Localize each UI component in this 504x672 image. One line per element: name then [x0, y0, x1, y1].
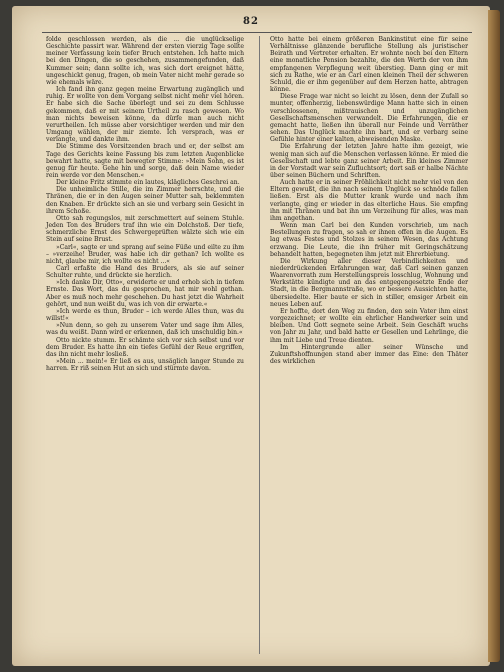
right-column — [270, 36, 468, 365]
book-page — [12, 6, 490, 666]
paragraph: Im Hintergrunde aller seiner Wünsche und Zukunftshoffnungen stand aber immer das Eine: den Thäter des wirklichen — [270, 343, 468, 366]
paragraph: folde geschlossen werden, als die ... die unglückselige Geschichte passirt war. Während der ersten vierzig Tage sollte meiner Verfassung kein tiefer Bruch entstehen. Ich hatte mich bei den Dingen, die so geschehen, zusammengefunden, daß Kummer sein; dann sollte ich, was sich dort ereignet hätte, ungeschickt genug, fragen, ob mein Vater nicht mehr gerade so wie ehemals wäre. — [46, 36, 244, 86]
paragraph: Wenn man Carl bei den Kunden vorschrieb, um nach Bestellungen zu fragen, so sah er ihnen offen in die Augen. Es lag etwas Festes und Stolzes in seinem Wesen, das Achtung erzwang. Die Leute, die ihn früher mit Geringschätzung behandelt hatten, begegneten ihm jetzt mit Ehrerbietung. — [270, 222, 468, 258]
paragraph: Auch hatte er in seiner Fröhlichkeit nicht mehr viel von den Eltern gewußt, die ihn nach seinem Unglück so schnöde fallen ließen. Erst als die Mutter krank wurde und nach ihm verlangte, ging er wieder in das elterliche Haus. Sie empfing ihn mit Thränen und bat ihn um Verzeihung für alles, was man ihm angethan. — [270, 179, 468, 222]
paragraph: Der kleine Fritz stimmte ein lautes, klägliches Geschrei an. — [56, 179, 240, 187]
left-column — [46, 36, 244, 372]
paragraph: Die Erfahrung der letzten Jahre hatte ihm gezeigt, wie wenig man sich auf die Menschen verlassen könne. Er mied die Gesellschaft und lebte ganz seiner Arbeit. Ein kleines Zimmer in der Vorstadt war sein Zufluchtsort; dort saß er halbe Nächte über seinen Büchern und Schriften. — [270, 143, 468, 179]
paragraph: Carl erfaßte die Hand des Bruders, als sie auf seiner Schulter ruhte, und drückte sie herzlich. — [46, 265, 244, 280]
paragraph: Ich fand ihn ganz gegen meine Erwartung zugänglich und ruhig. Er wollte von dem Vorgang selbst nicht mehr viel hören. Er habe sich die Sache überlegt und sei zu dem Schlusse gekommen, daß er mit seinem Urtheil zu rasch gewesen. Wo man nichts beweisen könne, da dürfe man auch nicht verurtheilen. Ich müsse aber vorsichtiger werden und mir den Umgang wählen, der mir ziemte. Ich versprach, was er verlangte, und dankte ihm. — [46, 86, 244, 144]
paragraph: »Mein ... mein!« Er ließ es aus, unsäglich langer Stunde zu harren. Er riß seinen Hut an sich und stürmte davon. — [46, 358, 244, 373]
paragraph: »Ich werde es thun, Bruder – ich werde Alles thun, was du willst!« — [46, 307, 244, 323]
paragraph: Die Stimme des Vorsitzenden brach und er, der selbst am Tage des Gerichts keine Fassung bis zum letzten Augenblicke bewahrt hatte, sagte mit bewegter Stimme: »Mein Sohn, es ist genug für heute. Gehe hin und sorge, daß dein Name wieder rein werde vor den Menschen.« — [46, 143, 244, 179]
paragraph: Die unheimliche Stille, die im Zimmer herrschte, und die Thränen, die er in den Augen seiner Mutter sah, beklemmten den Knaben. Er drückte sich an sie und verbarg sein Gesicht in ihrem Schoße. — [46, 186, 244, 215]
paragraph: »Nun denn, so geh zu unserem Vater und sage ihm Alles, was du weißt. Dann wird er erkennen, daß ich unschuldig bin.« — [46, 322, 244, 337]
header-rule — [42, 32, 472, 33]
paragraph: Er hoffte, dort den Weg zu finden, den sein Vater ihm einst vorgezeichnet; er wollte ein ehrlicher Handwerker sein und bleiben. Und Gott segnete seine Arbeit. Sein Geschäft wuchs von Jahr zu Jahr, und bald hatte er Gesellen und Lehrlinge, die ihm mit Liebe und Treue dienten. — [270, 307, 468, 344]
page-number: 82 — [243, 16, 259, 27]
paragraph: Otto sah regungslos, mit zerschmettert auf seinem Stuhle. Jeden Ton des Bruders traf ihn wie ein Dolchstoß. Der tiefe, schmerzliche Ernst des Schwergeprüften wälzte sich wie ein Stein auf seine Brust. — [46, 214, 244, 244]
paragraph: »Ich danke Dir, Otto«, erwiderte er und erhob sich in tiefem Ernste. Das Wort, das du gesprochen, hat mir wohl gethan. Aber es muß noch mehr geschehen. Du hast jetzt die Wahrheit gehört, und nun weißt du, was ich von dir erwarte.« — [46, 279, 244, 308]
page-edge — [488, 10, 500, 662]
column-divider — [259, 36, 260, 654]
paragraph: Diese Frage war nicht so leicht zu lösen, denn der Zufall so munter, offenherzig, liebenswürdige Mann hatte sich in einen verschlossenen, mißtrauischen und unzugänglichen Gesellschaftsmenschen verwandelt. Die Erfahrungen, die er gemacht hatte, ließen ihn überall nur Feinde und Verräther sehen. Das Unglück machte ihn hart, und er verbarg seine Gefühle hinter einer kalten, abweisenden Maske. — [270, 93, 468, 144]
paragraph: Otto hatte bei einem größeren Bankinstitut eine für seine Verhältnisse glänzende berufliche Stellung als juristischer Beirath und Vertreter erhalten. Er wohnte noch bei den Eltern eine monatliche Pension bezahlte, die den Werth der von ihm empfangenen Verpflegung weit überstieg. Dann ging er mit sich zu Rathe, wie er an Carl einen kleinen Theil der schweren Schuld, die er ihm gegenüber auf dem Herzen hatte, abtragen könne. — [270, 36, 468, 94]
paragraph: Otto nickte stumm. Er schämte sich vor sich selbst und vor dem Bruder. Es hatte ihn ein tiefes Gefühl der Reue ergriffen, das ihn nicht mehr losließ. — [46, 336, 244, 358]
paragraph: »Carl«, sagte er und sprang auf seine Füße und eilte zu ihm – »verzeihe! Bruder, was habe ich dir gethan? Ich wollte es nicht, glaube mir, ich wollte es nicht ...« — [46, 243, 244, 265]
paragraph: Die Wirkung aller dieser Verbindlichkeiten und niederdrückenden Erfahrungen war, daß Carl seinen ganzen Waarenvorrath zum Herstellungspreis losschlug, Wohnung und Werkstätte kündigte und an das entgegengesetzte Ende der Stadt, in die Bergmannstraße, wo er bessere Aussichten hatte, übersiedelte. Hier baute er sich in stiller, emsiger Arbeit ein neues Leben auf. — [270, 257, 468, 308]
